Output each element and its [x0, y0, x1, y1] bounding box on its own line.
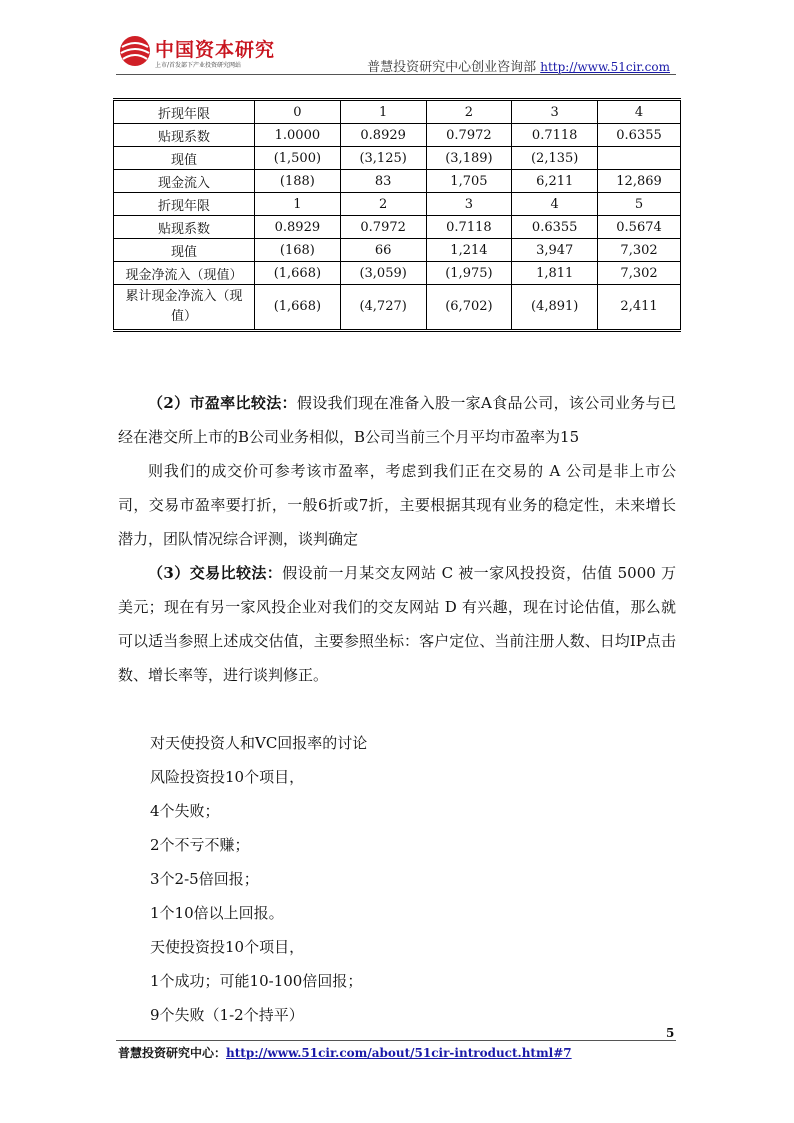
table-row: [114, 100, 681, 124]
table-cell: 3: [512, 100, 598, 124]
table-cell: 0.7118: [426, 216, 512, 239]
table-row: [114, 262, 681, 285]
paragraph-label: （2）市盈率比较法：: [148, 394, 297, 412]
table-row: [114, 170, 681, 193]
table-cell: 66: [340, 239, 426, 262]
table-cell: 1,811: [512, 262, 598, 285]
row-label: 累计现金净流入（现值）: [114, 285, 255, 331]
table-cell: 4: [598, 100, 681, 124]
footer-label: 普慧投资研究中心：: [118, 1046, 227, 1060]
table-row: [114, 147, 681, 170]
table-cell: (2,135): [512, 147, 598, 170]
table-cell: 0.7972: [340, 216, 426, 239]
table-cell: 5: [598, 193, 681, 216]
table-cell: 0: [255, 100, 341, 124]
table-cell: 83: [340, 170, 426, 193]
header-divider: [116, 74, 676, 75]
table-cell: (1,668): [255, 285, 341, 331]
table-cell: (1,975): [426, 262, 512, 285]
table-cell: 7,302: [598, 239, 681, 262]
table-cell: 12,869: [598, 170, 681, 193]
list-item: 风险投资投10个项目，: [150, 768, 305, 786]
row-label: 贴现系数: [114, 216, 255, 239]
table-cell: (6,702): [426, 285, 512, 331]
table-cell: 2,411: [598, 285, 681, 331]
document-body: [118, 386, 676, 1032]
spacer: [118, 692, 676, 726]
table-cell: 0.5674: [598, 216, 681, 239]
table-cell: 2: [426, 100, 512, 124]
footer-url-link[interactable]: http://www.51cir.com/about/51cir-introduct.html#7: [226, 1046, 572, 1060]
header-org-name: 普慧投资研究中心创业咨询部: [367, 60, 537, 75]
table-cell: 1: [340, 100, 426, 124]
table-cell: 1,705: [426, 170, 512, 193]
paragraph-pe-method: [118, 386, 676, 454]
table-cell: 0.6355: [598, 124, 681, 147]
list-item: 天使投资投10个项目，: [150, 938, 305, 956]
table-cell: [598, 147, 681, 170]
table-cell: (188): [255, 170, 341, 193]
logo-subtitle: 上市/首发部下产业投资研究网站: [155, 62, 242, 69]
row-label: 折现年限: [114, 100, 255, 124]
table-cell: 3,947: [512, 239, 598, 262]
list-item: 3个2-5倍回报；: [150, 870, 259, 888]
table-cell: 6,211: [512, 170, 598, 193]
page-number: 5: [666, 1026, 675, 1040]
row-label: 贴现系数: [114, 124, 255, 147]
row-label: 现值: [114, 239, 255, 262]
dcf-table: [113, 98, 681, 332]
list-item: 1个成功；可能10-100倍回报；: [150, 972, 363, 990]
paragraph-pe-conclusion: 则我们的成交价可参考该市盈率，考虑到我们正在交易的 A 公司是非上市公司，交易市盈率要打折，一般6折或7折，主要根据其现有业务的稳定性，未来增长潜力，团队情况综合评测，谈判确定: [118, 462, 676, 548]
row-label: 现值: [114, 147, 255, 170]
table-cell: 0.6355: [512, 216, 598, 239]
table-cell: 0.8929: [255, 216, 341, 239]
list-item: 1个10倍以上回报。: [150, 904, 284, 922]
header-url-link[interactable]: http://www.51cir.com: [540, 60, 670, 74]
table-row: [114, 193, 681, 216]
table-cell: (4,727): [340, 285, 426, 331]
footer-divider: [116, 1040, 676, 1041]
paragraph-label: （3）交易比较法：: [148, 564, 283, 582]
header-org: [367, 56, 670, 75]
footer: [118, 1044, 572, 1061]
table-cell: (3,189): [426, 147, 512, 170]
table-cell: (3,059): [340, 262, 426, 285]
paragraph-text: 假设我们现在准备入股一家A食品公司，该公司业务与已经在港交所上市的B公司业务相似，B公司当前三个月平均市盈率为15: [118, 394, 676, 446]
table-row: [114, 216, 681, 239]
table-row: [114, 124, 681, 147]
table-cell: (1,500): [255, 147, 341, 170]
table-cell: 2: [340, 193, 426, 216]
table-cell: 0.7972: [426, 124, 512, 147]
table-cell: (1,668): [255, 262, 341, 285]
table-cell: 3: [426, 193, 512, 216]
list-item: 2个不亏不赚；: [150, 836, 250, 854]
table-cell: (168): [255, 239, 341, 262]
return-discussion-list: [118, 726, 676, 1032]
row-label: 折现年限: [114, 193, 255, 216]
table-cell: 1,214: [426, 239, 512, 262]
logo-text: 中国资本研究: [155, 39, 276, 61]
list-item: 4个失败；: [150, 802, 220, 820]
list-item: 9个失败（1-2个持平）: [150, 1006, 304, 1024]
table-row: [114, 239, 681, 262]
table-cell: 1.0000: [255, 124, 341, 147]
paragraph-transaction-method: [118, 556, 676, 692]
logo: [117, 33, 287, 73]
logo-globe-icon: [117, 33, 153, 73]
table-cell: 0.7118: [512, 124, 598, 147]
table-cell: (4,891): [512, 285, 598, 331]
list-item: 对天使投资人和VC回报率的讨论: [150, 734, 368, 752]
table-cell: 0.8929: [340, 124, 426, 147]
table-cell: 1: [255, 193, 341, 216]
table-cell: 4: [512, 193, 598, 216]
row-label: 现金流入: [114, 170, 255, 193]
table-cell: (3,125): [340, 147, 426, 170]
table-row: [114, 285, 681, 331]
paragraph-text: 假设前一月某交友网站 C 被一家风投投资，估值 5000 万美元；现在有另一家风投企业对我们的交友网站 D 有兴趣，现在讨论估值，那么就可以适当参照上述成交估值，主要参照坐标：客户定位、当前注册人数、日均IP点击数、增长率等，进行谈判修正。: [118, 564, 676, 684]
row-label: 现金净流入（现值）: [114, 262, 255, 285]
table-cell: 7,302: [598, 262, 681, 285]
